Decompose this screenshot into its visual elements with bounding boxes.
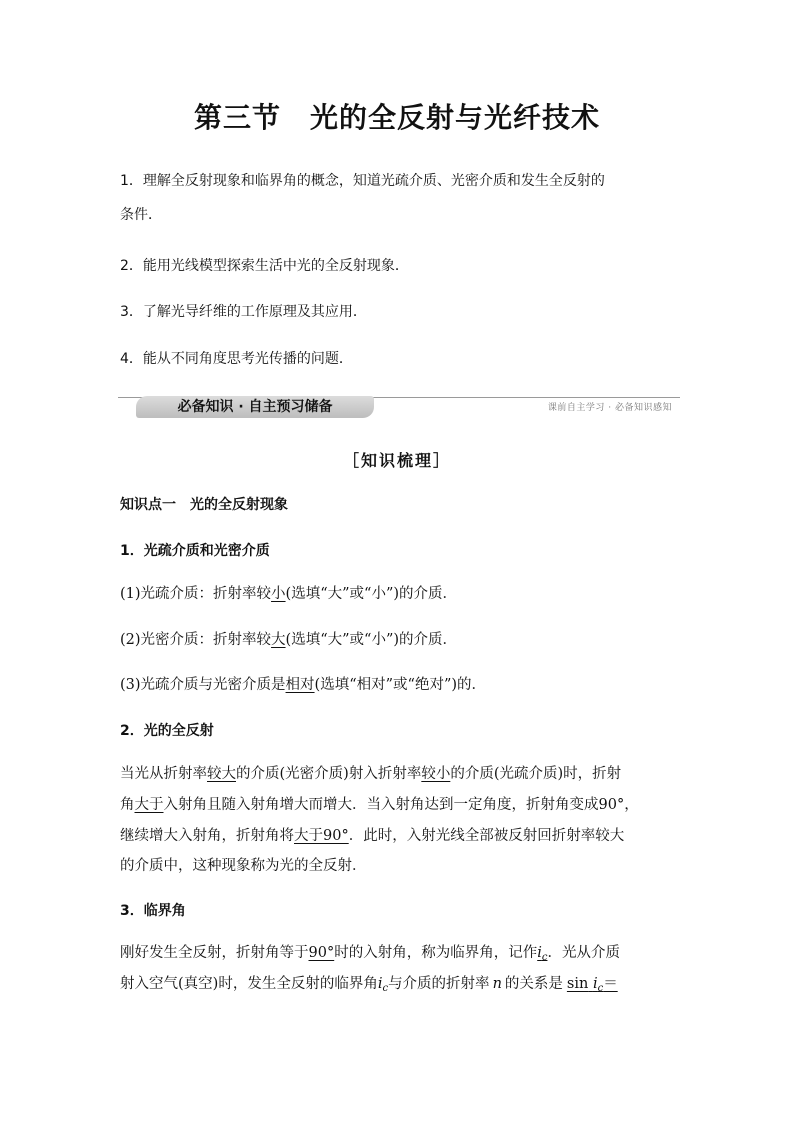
p2-text: (2)光密介质：折射率较 [120, 632, 272, 648]
paragraph-1 [120, 584, 680, 604]
tr-text: 的介质(光密介质)射入折射率 [236, 766, 422, 782]
objective-2: 2．能用光线模型探索生活中光的全反射现象． [120, 258, 409, 274]
ca-answer: 90° [308, 945, 335, 961]
tr-text: 继续增大入射角，折射角将 [120, 828, 294, 844]
ca-symbol-i: i [377, 976, 383, 992]
ca-text: 刚好发生全反射，折射角等于 [120, 945, 309, 961]
ca-symbol [537, 945, 547, 961]
tr-answer: 较大 [207, 766, 236, 782]
ca-text: 射入空气(真空)时，发生全反射的临界角 [120, 976, 378, 992]
tr-answer: 大于 [134, 797, 164, 813]
critical-angle-line-2 [120, 974, 680, 999]
ca-symbol-n: n [492, 976, 502, 992]
ca-text: 与介质的折射率 [388, 976, 490, 992]
heading-3: 3．临界角 [120, 903, 186, 919]
tr-text: 角 [120, 797, 135, 813]
tr-text: 的介质(光疏介质)时，折射 [450, 766, 622, 782]
p3-text-end: (选填“相对”或“绝对”)的． [314, 677, 487, 693]
ca-equals: ＝ [603, 976, 618, 992]
ca-formula [567, 976, 618, 992]
objective-4: 4．能从不同角度思考光传播的问题． [120, 351, 353, 367]
tr-answer: 大于90° [294, 828, 349, 844]
heading-1: 1．光疏介质和光密介质 [120, 543, 270, 559]
p2-answer: 大 [271, 632, 286, 648]
total-reflection-line-2 [120, 795, 680, 815]
objective-1 [120, 171, 680, 225]
ca-symbol-sub: c [541, 952, 548, 963]
ca-symbol-sub: c [597, 983, 604, 994]
paragraph-3 [120, 675, 680, 695]
ca-symbol-i: i [592, 976, 598, 992]
ca-symbol-sub: c [382, 983, 389, 994]
tr-text: 入射角且随入射角增大而增大．当入射角达到一定角度，折射角变成90°， [163, 797, 639, 813]
ca-text: ．光从介质 [547, 945, 620, 961]
knowledge-point-1: 知识点一 光的全反射现象 [120, 497, 288, 513]
page-title: 第三节 光的全反射与光纤技术 [193, 101, 600, 134]
objective-1-line2: 条件． [120, 207, 162, 223]
banner-label: 必备知识 · 自主预习储备 [136, 396, 374, 418]
section-banner [118, 394, 680, 420]
p3-text: (3)光疏介质与光密介质是 [120, 677, 286, 693]
critical-angle-line-1 [120, 943, 680, 968]
objective-1-line1: 1．理解全反射现象和临界角的概念，知道光疏介质、光密介质和发生全反射的 [120, 173, 605, 189]
p1-text-end: (选填“大”或“小”)的介质． [285, 586, 458, 602]
ca-text: 时的入射角，称为临界角，记作 [334, 945, 538, 961]
tr-text: ．此时，入射光线全部被反射回折射率较大 [348, 828, 625, 844]
banner-right-text: 课前自主学习 · 必备知识感知 [547, 403, 672, 413]
total-reflection-line-4: 的介质中，这种现象称为光的全反射． [120, 858, 367, 874]
p3-answer: 相对 [285, 677, 315, 693]
p1-answer: 小 [271, 586, 286, 602]
p1-text: (1)光疏介质：折射率较 [120, 586, 272, 602]
ca-sin: sin [566, 976, 589, 992]
ca-symbol-i: i [537, 945, 542, 961]
heading-2: 2．光的全反射 [120, 723, 214, 739]
total-reflection-line-3 [120, 826, 680, 846]
tr-answer: 较小 [421, 766, 451, 782]
objective-3: 3．了解光导纤维的工作原理及其应用． [120, 304, 367, 320]
p2-text-end: (选填“大”或“小”)的介质． [285, 632, 458, 648]
total-reflection-line-1 [120, 764, 680, 784]
paragraph-2 [120, 630, 680, 650]
section-title: ［知识梳理］ [342, 451, 451, 470]
ca-text: 的关系是 [504, 976, 563, 992]
tr-text: 当光从折射率 [120, 766, 207, 782]
